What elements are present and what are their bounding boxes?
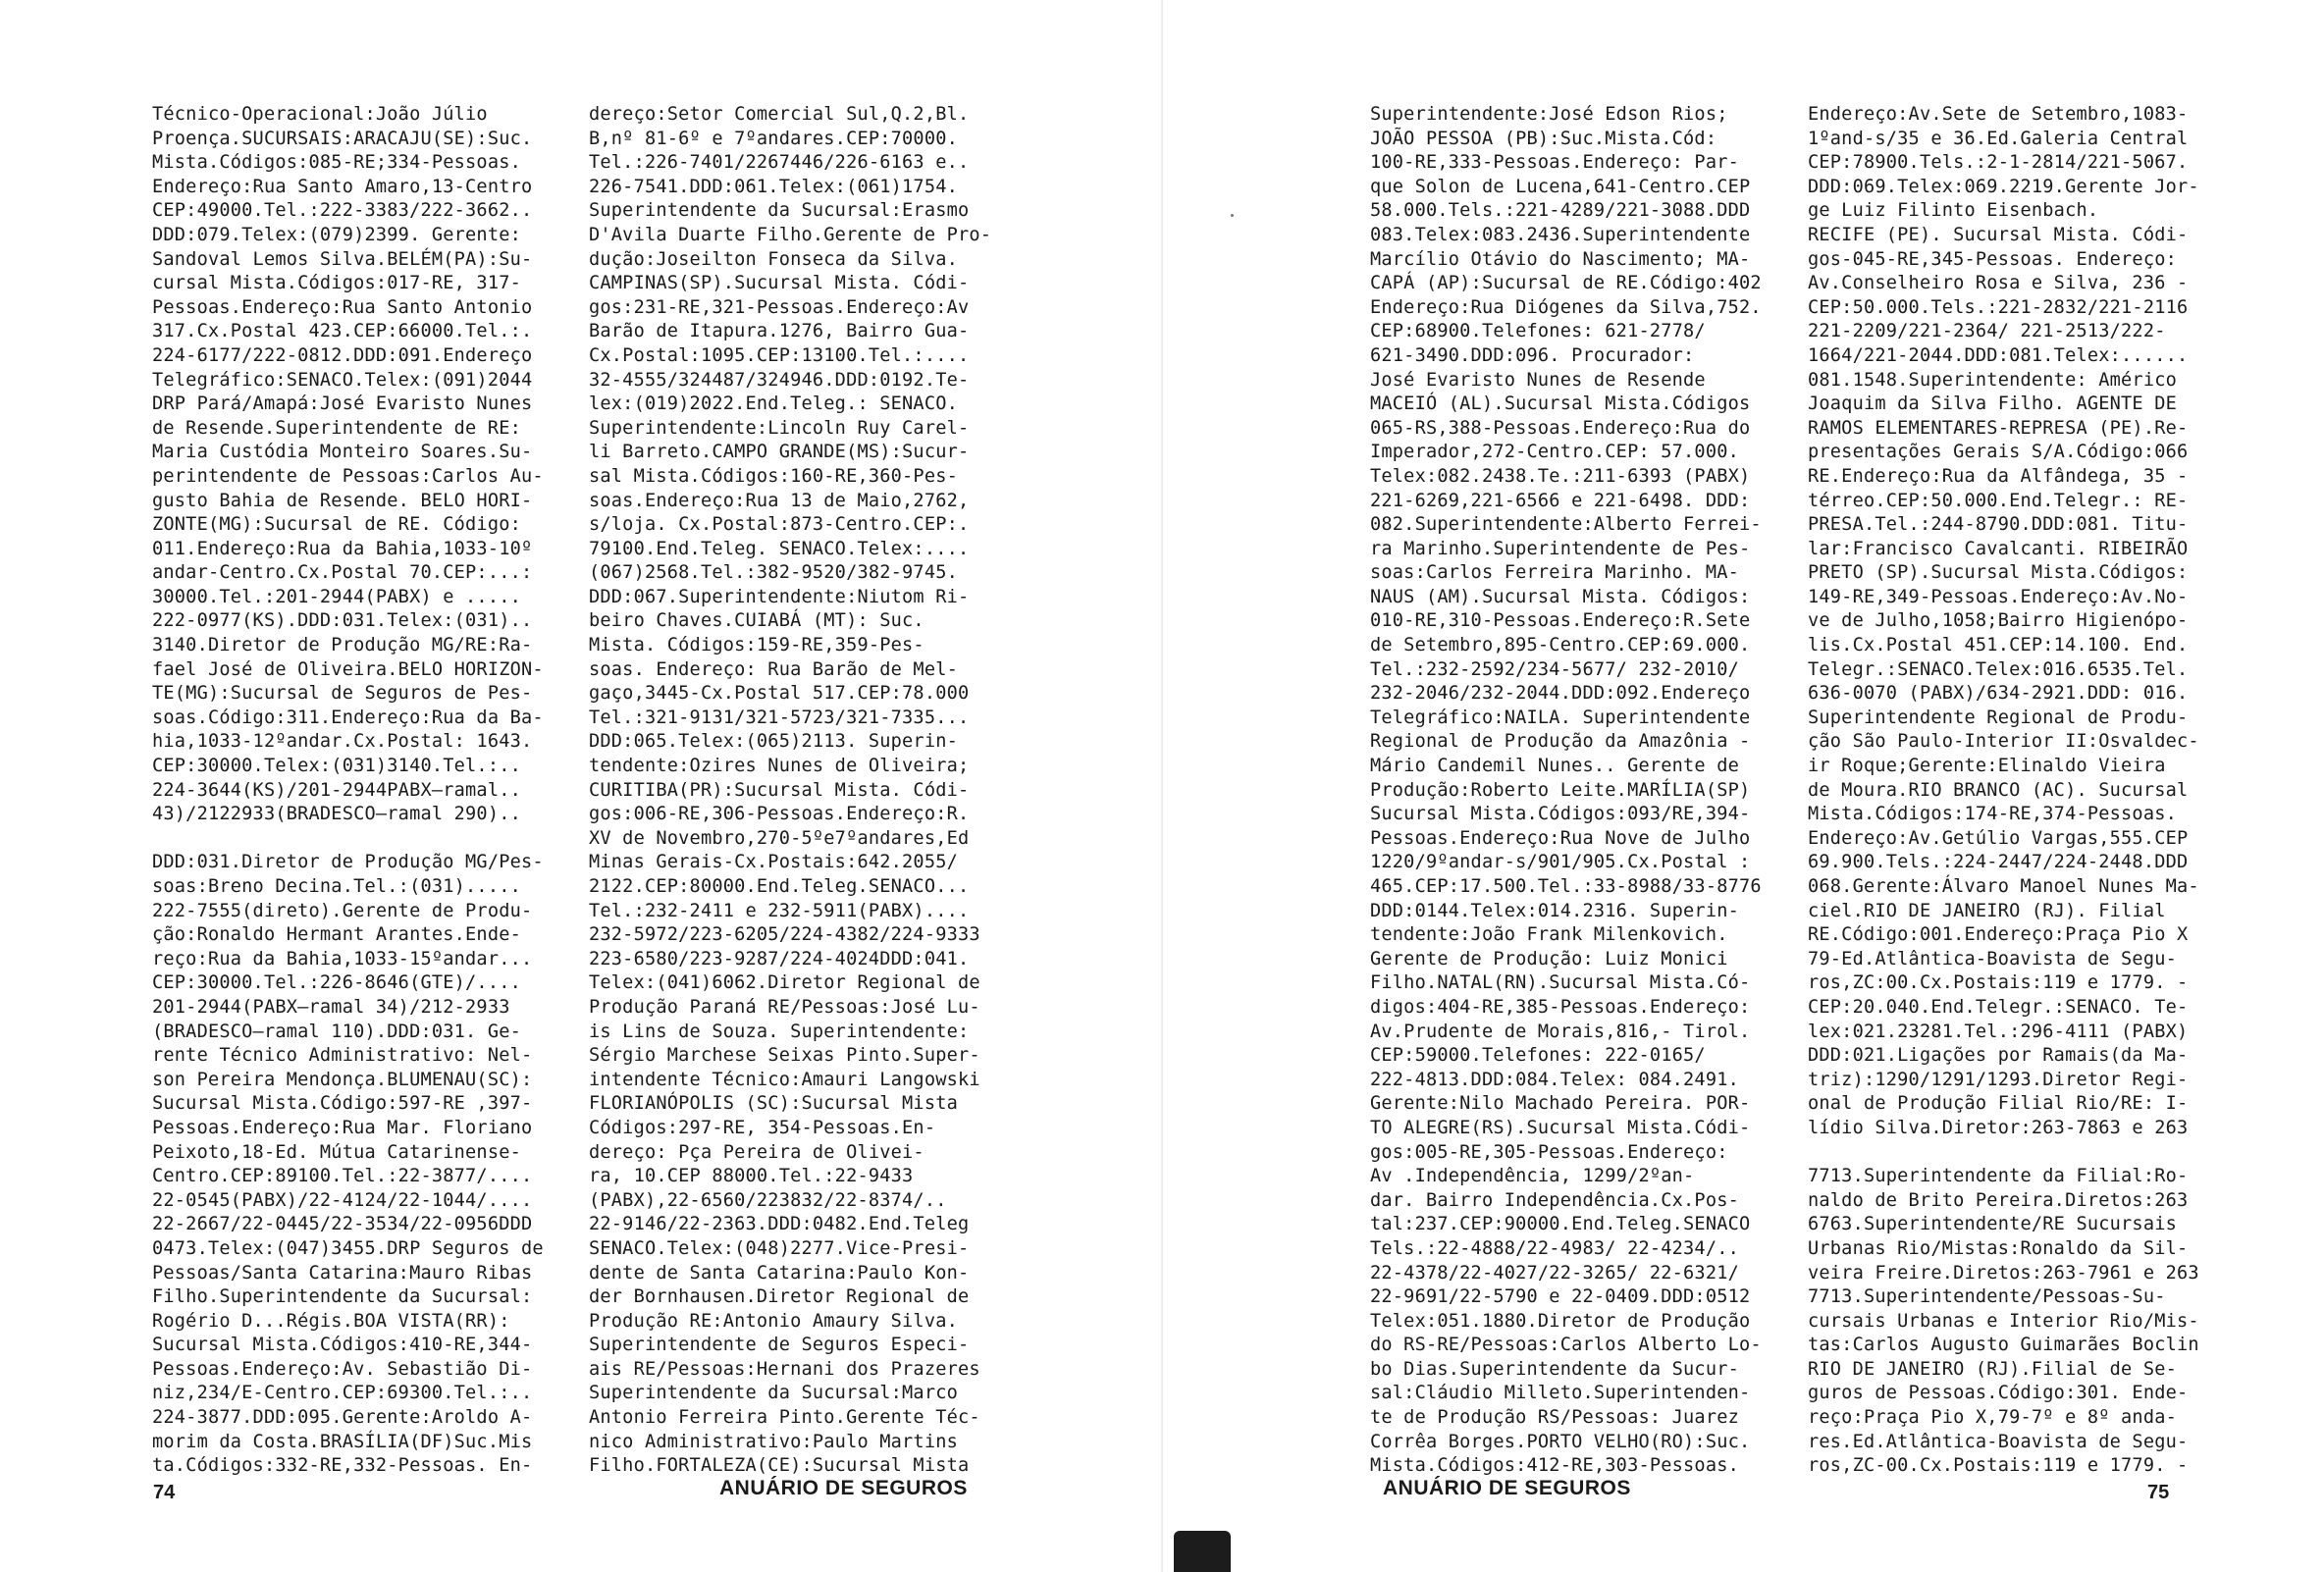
right-page-column-1 <box>1370 103 1765 1479</box>
text-line: do RS-RE/Pessoas:Carlos Alberto Lo- <box>1370 1335 1762 1356</box>
text-line: gos:006-RE,306-Pessoas.Endereço:R. <box>589 804 970 825</box>
text-line: soas. Endereço: Rua Barão de Mel- <box>589 658 959 680</box>
text-line: CEP:20.040.End.Telegr.:SENACO. Te- <box>1808 996 2189 1018</box>
text-line: CAPÁ (AP):Sucursal de RE.Código:402 <box>1370 273 1762 294</box>
text-line: li Barreto.CAMPO GRANDE(MS):Sucur- <box>589 442 970 463</box>
text-line: 224-3644(KS)/201-2944PABX—ramal.. <box>152 779 522 801</box>
text-line: Produção:Roberto Leite.MARÍLIA(SP) <box>1370 779 1751 801</box>
text-line: Sandoval Lemos Silva.BELÉM(PA):Su- <box>152 248 533 270</box>
text-line: 79100.End.Teleg. SENACO.Telex:.... <box>589 538 970 559</box>
text-line: Av.Conselheiro Rosa e Silva, 236 - <box>1808 273 2189 294</box>
text-line: 58.000.Tels.:221-4289/221-3088.DDD <box>1370 200 1751 222</box>
text-line: Sucursal Mista.Código:597-RE ,397- <box>152 1093 533 1115</box>
text-line: tendente:João Frank Milenkovich. <box>1370 924 1728 946</box>
text-line: son Pereira Mendonça.BLUMENAU(SC): <box>152 1069 533 1090</box>
text-line: (067)2568.Tel.:382-9520/382-9745. <box>589 562 959 584</box>
text-line: Rogério D...Régis.BOA VISTA(RR): <box>152 1310 510 1332</box>
text-line: 69.900.Tels.:224-2447/224-2448.DDD <box>1808 852 2189 873</box>
text-line: reço:Rua da Bahia,1033-15ºandar... <box>152 948 533 969</box>
text-line: Regional de Produção da Amazônia - <box>1370 731 1751 753</box>
text-line: Av.Prudente de Morais,816,- Tirol. <box>1370 1021 1751 1042</box>
page-number-left: 74 <box>153 1482 176 1503</box>
text-line: DDD:031.Diretor de Produção MG/Pes- <box>152 852 544 873</box>
paragraph-gap <box>152 827 547 852</box>
text-line: que Solon de Lucena,641-Centro.CEP <box>1370 176 1751 197</box>
text-line: perintendente de Pessoas:Carlos Au- <box>152 465 544 487</box>
text-line: 7713.Superintendente da Filial:Ro- <box>1808 1166 2189 1187</box>
text-line: Técnico-Operacional:João Júlio <box>152 104 488 125</box>
text-line: 081.1548.Superintendente: Américo <box>1808 369 2178 391</box>
text-line: ros,ZC:00.Cx.Postais:119 e 1779. - <box>1808 972 2189 994</box>
text-line: 224-3877.DDD:095.Gerente:Aroldo A- <box>152 1407 533 1429</box>
text-line: ra Marinho.Superintendente de Pes- <box>1370 538 1751 559</box>
text-line: Telex:051.1880.Diretor de Produção <box>1370 1310 1751 1332</box>
text-line: CURITIBA(PR):Sucursal Mista. Códi- <box>589 779 970 801</box>
text-line: 22-9146/22-2363.DDD:0482.End.Teleg <box>589 1214 970 1235</box>
text-line: Av .Independência, 1299/2ºan- <box>1370 1166 1695 1187</box>
text-line: soas:Carlos Ferreira Marinho. MA- <box>1370 562 1740 584</box>
text-line: JOÃO PESSOA (PB):Suc.Mista.Cód: <box>1370 128 1717 149</box>
text-line: 2122.CEP:80000.End.Teleg.SENACO... <box>589 876 970 897</box>
text-line: TO ALEGRE(RS).Sucursal Mista.Códi- <box>1370 1117 1751 1138</box>
text-line: Telex:(041)6062.Diretor Regional de <box>589 972 980 994</box>
text-line: nico Administrativo:Paulo Martins <box>589 1431 959 1452</box>
text-line: Mário Candemil Nunes.. Gerente de <box>1370 756 1740 777</box>
text-line: s/loja. Cx.Postal:873-Centro.CEP:. <box>589 514 970 536</box>
text-line: Superintendente:José Edson Rios; <box>1370 104 1728 125</box>
text-line: ir Roque;Gerente:Elinaldo Vieira <box>1808 756 2166 777</box>
text-line: Endereço:Av.Getúlio Vargas,555.CEP <box>1808 827 2189 849</box>
text-line: CAMPINAS(SP).Sucursal Mista. Códi- <box>589 273 970 294</box>
text-line: CEP:50.000.Tels.:221-2832/221-2116 <box>1808 296 2189 318</box>
text-line: 082.Superintendente:Alberto Ferrei- <box>1370 514 1762 536</box>
text-line: Tel.:232-2411 e 232-5911(PABX).... <box>589 900 970 921</box>
text-line: gaço,3445-Cx.Postal 517.CEP:78.000 <box>589 683 970 705</box>
text-line: lar:Francisco Cavalcanti. RIBEIRÃO <box>1808 538 2189 559</box>
text-line: 1ºand-s/35 e 36.Ed.Galeria Central <box>1808 128 2189 149</box>
text-line: digos:404-RE,385-Pessoas.Endereço: <box>1370 996 1751 1018</box>
right-page-column-2 <box>1808 103 2202 1479</box>
text-line: XV de Novembro,270-5ºe7ºandares,Ed <box>589 827 970 849</box>
text-line: lídio Silva.Diretor:263-7863 e 263 <box>1808 1117 2189 1138</box>
text-line: RE.Endereço:Rua da Alfândega, 35 - <box>1808 465 2189 487</box>
running-title-left: ANUÁRIO DE SEGUROS <box>719 1477 968 1499</box>
text-line: PRESA.Tel.:244-8790.DDD:081. Titu- <box>1808 514 2189 536</box>
text-line: 201-2944(PABX—ramal 34)/212-2933 <box>152 996 510 1018</box>
text-line: soas.Endereço:Rua 13 de Maio,2762, <box>589 490 970 511</box>
text-line: cursais Urbanas e Interior Rio/Mis- <box>1808 1310 2199 1332</box>
text-line: 32-4555/324487/324946.DDD:0192.Te- <box>589 369 970 391</box>
text-line: FLORIANÓPOLIS (SC):Sucursal Mista <box>589 1093 959 1115</box>
text-line: Endereço:Rua Santo Amaro,13-Centro <box>152 176 533 197</box>
text-line: Pessoas.Endereço:Rua Nove de Julho <box>1370 827 1751 849</box>
text-line: Gerente:Nilo Machado Pereira. POR- <box>1370 1093 1751 1115</box>
text-line: 0473.Telex:(047)3455.DRP Seguros de <box>152 1237 544 1259</box>
text-line: Endereço:Rua Diógenes da Silva,752. <box>1370 296 1762 318</box>
text-line: CEP:59000.Telefones: 222-0165/ <box>1370 1045 1706 1067</box>
text-line: 232-5972/223-6205/224-4382/224-9333 <box>589 924 980 946</box>
text-line: Superintendente:Lincoln Ruy Carel- <box>589 417 970 439</box>
text-line: 221-6269,221-6566 e 221-6498. DDD: <box>1370 490 1751 511</box>
text-line: 22-2667/22-0445/22-3534/22-0956DDD <box>152 1214 533 1235</box>
text-line: DDD:069.Telex:069.2219.Gerente Jor- <box>1808 176 2199 197</box>
text-line: Mista.Códigos:412-RE,303-Pessoas. <box>1370 1455 1740 1477</box>
text-line: Mista. Códigos:159-RE,359-Pes- <box>589 635 924 656</box>
text-line: ros,ZC-00.Cx.Postais:119 e 1779. - <box>1808 1455 2189 1477</box>
text-line: 221-2209/221-2364/ 221-2513/222- <box>1808 321 2166 342</box>
text-line: 226-7541.DDD:061.Telex:(061)1754. <box>589 176 959 197</box>
text-line: Sérgio Marchese Seixas Pinto.Super- <box>589 1045 980 1067</box>
paragraph-gap <box>1808 1141 2202 1166</box>
text-line: Tels.:22-4888/22-4983/ 22-4234/.. <box>1370 1237 1740 1259</box>
text-line: veira Freire.Diretos:263-7961 e 263 <box>1808 1262 2199 1284</box>
text-line: de Resende.Superintendente de RE: <box>152 417 522 439</box>
text-line: NAUS (AM).Sucursal Mista. Códigos: <box>1370 586 1751 607</box>
text-line: res.Ed.Atlântica-Boavista de Segu- <box>1808 1431 2189 1452</box>
text-line: morim da Costa.BRASÍLIA(DF)Suc.Mis <box>152 1431 533 1452</box>
text-line: DRP Pará/Amapá:José Evaristo Nunes <box>152 393 533 415</box>
text-line: DDD:0144.Telex:014.2316. Superin- <box>1370 900 1740 921</box>
text-line: DDD:067.Superintendente:Niutom Ri- <box>589 586 970 607</box>
text-line: tal:237.CEP:90000.End.Teleg.SENACO <box>1370 1214 1751 1235</box>
text-line: Códigos:297-RE, 354-Pessoas.En- <box>589 1117 936 1138</box>
running-title-right: ANUÁRIO DE SEGUROS <box>1383 1477 1631 1499</box>
text-line: naldo de Brito Pereira.Diretos:263 <box>1808 1189 2189 1211</box>
text-line: gos:005-RE,305-Pessoas.Endereço: <box>1370 1141 1728 1163</box>
text-line: Tel.:232-2592/234-5677/ 232-2010/ <box>1370 658 1740 680</box>
text-line: bo Dias.Superintendente da Sucur- <box>1370 1358 1740 1380</box>
text-line: dar. Bairro Independência.Cx.Pos- <box>1370 1189 1740 1211</box>
text-line: Filho.FORTALEZA(CE):Sucursal Mista <box>589 1455 970 1477</box>
text-line: hia,1033-12ºandar.Cx.Postal: 1643. <box>152 731 533 753</box>
text-line: gusto Bahia de Resende. BELO HORI- <box>152 490 533 511</box>
text-line: Mista.Códigos:174-RE,374-Pessoas. <box>1808 804 2178 825</box>
text-line: 065-RS,388-Pessoas.Endereço:Rua do <box>1370 417 1751 439</box>
text-line: soas.Código:311.Endereço:Rua da Ba- <box>152 707 544 728</box>
text-line: Sucursal Mista.Códigos:410-RE,344- <box>152 1335 533 1356</box>
text-line: lis.Cx.Postal 451.CEP:14.100. End. <box>1808 635 2189 656</box>
text-line: ve de Julho,1058;Bairro Higienópo- <box>1808 610 2189 632</box>
text-line: Proença.SUCURSAIS:ARACAJU(SE):Suc. <box>152 128 533 149</box>
text-line: 7713.Superintendente/Pessoas-Su- <box>1808 1286 2166 1308</box>
text-line: reço:Praça Pio X,79-7º e 8º anda- <box>1808 1407 2178 1429</box>
text-line: 011.Endereço:Rua da Bahia,1033-10º <box>152 538 533 559</box>
text-line: beiro Chaves.CUIABÁ (MT): Suc. <box>589 610 924 632</box>
text-line: CEP:49000.Tel.:222-3383/222-3662.. <box>152 200 533 222</box>
text-line: Gerente de Produção: Luiz Monici <box>1370 948 1728 969</box>
text-line: Pessoas.Endereço:Rua Santo Antonio <box>152 296 533 318</box>
text-line: RAMOS ELEMENTARES-REPRESA (PE).Re- <box>1808 417 2189 439</box>
text-line: presentações Gerais S/A.Código:066 <box>1808 442 2189 463</box>
text-line: ciel.RIO DE JANEIRO (RJ). Filial <box>1808 900 2166 921</box>
text-line: ZONTE(MG):Sucursal de RE. Código: <box>152 514 522 536</box>
text-line: DDD:021.Ligações por Ramais(da Ma- <box>1808 1045 2189 1067</box>
text-line: CEP:30000.Tel.:226-8646(GTE)/.... <box>152 972 522 994</box>
text-line: 22-0545(PABX)/22-4124/22-1044/.... <box>152 1189 533 1211</box>
text-line: 465.CEP:17.500.Tel.:33-8988/33-8776 <box>1370 876 1762 897</box>
text-line: dente de Santa Catarina:Paulo Kon- <box>589 1262 970 1284</box>
text-line: Superintendente Regional de Produ- <box>1808 707 2189 728</box>
text-line: CEP:68900.Telefones: 621-2778/ <box>1370 321 1706 342</box>
text-line: 79-Ed.Atlântica-Boavista de Segu- <box>1808 948 2178 969</box>
text-line: onal de Produção Filial Rio/RE: I- <box>1808 1093 2189 1115</box>
text-line: Telegráfico:SENACO.Telex:(091)2044 <box>152 369 533 391</box>
text-line: MACEIÓ (AL).Sucursal Mista.Códigos <box>1370 393 1751 415</box>
text-line: Tel.:226-7401/2267446/226-6163 e.. <box>589 152 970 174</box>
text-line: dereço: Pça Pereira de Olivei- <box>589 1141 924 1163</box>
text-line: Pessoas.Endereço:Rua Mar. Floriano <box>152 1117 533 1138</box>
text-line: Barão de Itapura.1276, Bairro Gua- <box>589 321 970 342</box>
text-line: 43)/2122933(BRADESCO—ramal 290).. <box>152 804 522 825</box>
text-line: DDD:079.Telex:(079)2399. Gerente: <box>152 224 522 245</box>
text-line: 22-9691/22-5790 e 22-0409.DDD:0512 <box>1370 1286 1751 1308</box>
text-line: Minas Gerais-Cx.Postais:642.2055/ <box>589 852 959 873</box>
text-line: RE.Código:001.Endereço:Praça Pio X <box>1808 924 2189 946</box>
text-line: Mista.Códigos:085-RE;334-Pessoas. <box>152 152 522 174</box>
text-line: lex:021.23281.Tel.:296-4111 (PABX) <box>1808 1021 2189 1042</box>
text-line: Endereço:Av.Sete de Setembro,1083- <box>1808 104 2189 125</box>
text-line: Superintendente da Sucursal:Erasmo <box>589 200 970 222</box>
binding-shadow <box>1174 1531 1231 1572</box>
text-line: B,nº 81-6º e 7ºandares.CEP:70000. <box>589 128 959 149</box>
text-line: tendente:Ozires Nunes de Oliveira; <box>589 756 970 777</box>
text-line: 222-0977(KS).DDD:031.Telex:(031).. <box>152 610 533 632</box>
text-line: PRETO (SP).Sucursal Mista.Códigos: <box>1808 562 2189 584</box>
text-line: der Bornhausen.Diretor Regional de <box>589 1286 970 1308</box>
text-line: Corrêa Borges.PORTO VELHO(RO):Suc. <box>1370 1431 1751 1452</box>
text-line: 222-4813.DDD:084.Telex: 084.2491. <box>1370 1069 1740 1090</box>
text-line: CEP:30000.Telex:(031)3140.Tel.:.. <box>152 756 522 777</box>
text-line: DDD:065.Telex:(065)2113. Superin- <box>589 731 959 753</box>
text-line: 232-2046/232-2044.DDD:092.Endereço <box>1370 683 1751 705</box>
text-line: gos:231-RE,321-Pessoas.Endereço:Av <box>589 296 970 318</box>
text-line: Superintendente da Sucursal:Marco <box>589 1383 959 1404</box>
text-line: 317.Cx.Postal 423.CEP:66000.Tel.:. <box>152 321 533 342</box>
text-line: de Setembro,895-Centro.CEP:69.000. <box>1370 635 1751 656</box>
text-line: Produção RE:Antonio Amaury Silva. <box>589 1310 959 1332</box>
text-line: andar-Centro.Cx.Postal 70.CEP:...: <box>152 562 533 584</box>
text-line: dução:Joseilton Fonseca da Silva. <box>589 248 959 270</box>
text-line: 222-7555(direto).Gerente de Produ- <box>152 900 533 921</box>
text-line: 010-RE,310-Pessoas.Endereço:R.Sete <box>1370 610 1751 632</box>
text-line: intendente Técnico:Amauri Langowski <box>589 1069 980 1090</box>
text-line: dereço:Setor Comercial Sul,Q.2,Bl. <box>589 104 970 125</box>
text-line: cursal Mista.Códigos:017-RE, 317- <box>152 273 522 294</box>
text-line: 636-0070 (PABX)/634-2921.DDD: 016. <box>1808 683 2189 705</box>
text-line: sal:Cláudio Milleto.Superintenden- <box>1370 1383 1751 1404</box>
text-line: Joaquim da Silva Filho. AGENTE DE <box>1808 393 2178 415</box>
text-line: Filho.Superintendente da Sucursal: <box>152 1286 533 1308</box>
text-line: sal Mista.Códigos:160-RE,360-Pes- <box>589 465 959 487</box>
text-line: Tel.:321-9131/321-5723/321-7335... <box>589 707 970 728</box>
text-line: 3140.Diretor de Produção MG/RE:Ra- <box>152 635 533 656</box>
text-line: tas:Carlos Augusto Guimarães Boclin <box>1808 1335 2199 1356</box>
text-line: Peixoto,18-Ed. Mútua Catarinense- <box>152 1141 522 1163</box>
text-line: ge Luiz Filinto Eisenbach. <box>1808 200 2099 222</box>
text-line: Telex:082.2438.Te.:211-6393 (PABX) <box>1370 465 1751 487</box>
text-line: 149-RE,349-Pessoas.Endereço:Av.No- <box>1808 586 2189 607</box>
text-line: Pessoas/Santa Catarina:Mauro Ribas <box>152 1262 533 1284</box>
text-line: Centro.CEP:89100.Tel.:22-3877/.... <box>152 1166 533 1187</box>
text-line: 083.Telex:083.2436.Superintendente <box>1370 224 1751 245</box>
text-line: 621-3490.DDD:096. Procurador: <box>1370 344 1695 366</box>
text-line: te de Produção RS/Pessoas: Juarez <box>1370 1407 1740 1429</box>
left-page-column-1 <box>152 103 547 1479</box>
text-line: ção São Paulo-Interior II:Osvaldec- <box>1808 731 2199 753</box>
page-number-right: 75 <box>2147 1482 2170 1503</box>
text-line: soas:Breno Decina.Tel.:(031)..... <box>152 876 522 897</box>
text-line: Pessoas.Endereço:Av. Sebastião Di- <box>152 1358 533 1380</box>
text-line: Maria Custódia Monteiro Soares.Su- <box>152 442 533 463</box>
text-line: D'Avila Duarte Filho.Gerente de Pro- <box>589 224 992 245</box>
text-line: Telegr.:SENACO.Telex:016.6535.Tel. <box>1808 658 2189 680</box>
text-line: 30000.Tel.:201-2944(PABX) e ..... <box>152 586 522 607</box>
text-line: Sucursal Mista.Códigos:093/RE,394- <box>1370 804 1751 825</box>
text-line: CEP:78900.Tels.:2-1-2814/221-5067. <box>1808 152 2189 174</box>
text-line: Imperador,272-Centro.CEP: 57.000. <box>1370 442 1740 463</box>
left-page-column-2 <box>589 103 992 1479</box>
text-line: (PABX),22-6560/223832/22-8374/.. <box>589 1189 947 1211</box>
text-line: SENACO.Telex:(048)2277.Vice-Presi- <box>589 1237 970 1259</box>
text-line: triz):1290/1291/1293.Diretor Regi- <box>1808 1069 2189 1090</box>
text-line: TE(MG):Sucursal de Seguros de Pes- <box>152 683 533 705</box>
text-line: lex:(019)2022.End.Teleg.: SENACO. <box>589 393 959 415</box>
text-line: 1220/9ºandar-s/901/905.Cx.Postal : <box>1370 852 1751 873</box>
text-line: ta.Códigos:332-RE,332-Pessoas. En- <box>152 1455 533 1477</box>
text-line: niz,234/E-Centro.CEP:69300.Tel.:.. <box>152 1383 533 1404</box>
text-line: ção:Ronaldo Hermant Arantes.Ende- <box>152 924 522 946</box>
text-line: Urbanas Rio/Mistas:Ronaldo da Sil- <box>1808 1237 2189 1259</box>
text-line: térreo.CEP:50.000.End.Telegr.: RE- <box>1808 490 2189 511</box>
text-line: ra, 10.CEP 88000.Tel.:22-9433 <box>589 1166 914 1187</box>
text-line: 224-6177/222-0812.DDD:091.Endereço <box>152 344 533 366</box>
book-gutter <box>1161 0 1163 1572</box>
text-line: rente Técnico Administrativo: Nel- <box>152 1045 533 1067</box>
text-line: Telegráfico:NAILA. Superintendente <box>1370 707 1751 728</box>
text-line: RECIFE (PE). Sucursal Mista. Códi- <box>1808 224 2189 245</box>
text-line: de Moura.RIO BRANCO (AC). Sucursal <box>1808 779 2189 801</box>
text-line: 1664/221-2044.DDD:081.Telex:...... <box>1808 344 2189 366</box>
text-line: is Lins de Souza. Superintendente: <box>589 1021 970 1042</box>
text-line: Antonio Ferreira Pinto.Gerente Téc- <box>589 1407 980 1429</box>
text-line: 22-4378/22-4027/22-3265/ 22-6321/ <box>1370 1262 1740 1284</box>
text-line: 100-RE,333-Pessoas.Endereço: Par- <box>1370 152 1740 174</box>
text-line: gos-045-RE,345-Pessoas. Endereço: <box>1808 248 2178 270</box>
text-line: (BRADESCO—ramal 110).DDD:031. Ge- <box>152 1021 522 1042</box>
text-line: guros de Pessoas.Código:301. Ende- <box>1808 1383 2189 1404</box>
text-line: ais RE/Pessoas:Hernani dos Prazeres <box>589 1358 980 1380</box>
text-line: 6763.Superintendente/RE Sucursais <box>1808 1214 2178 1235</box>
text-line: 068.Gerente:Álvaro Manoel Nunes Ma- <box>1808 876 2199 897</box>
text-line: RIO DE JANEIRO (RJ).Filial de Se- <box>1808 1358 2178 1380</box>
text-line: Produção Paraná RE/Pessoas:José Lu- <box>589 996 980 1018</box>
text-line: Filho.NATAL(RN).Sucursal Mista.Có- <box>1370 972 1751 994</box>
text-line: 223-6580/223-9287/224-4024DDD:041. <box>589 948 970 969</box>
text-line: Superintendente de Seguros Especi- <box>589 1335 970 1356</box>
text-line: fael José de Oliveira.BELO HORIZON- <box>152 658 544 680</box>
text-line: Marcílio Otávio do Nascimento; MA- <box>1370 248 1751 270</box>
text-line: José Evaristo Nunes de Resende <box>1370 369 1706 391</box>
speck <box>1231 214 1234 217</box>
text-line: Cx.Postal:1095.CEP:13100.Tel.:.... <box>589 344 970 366</box>
